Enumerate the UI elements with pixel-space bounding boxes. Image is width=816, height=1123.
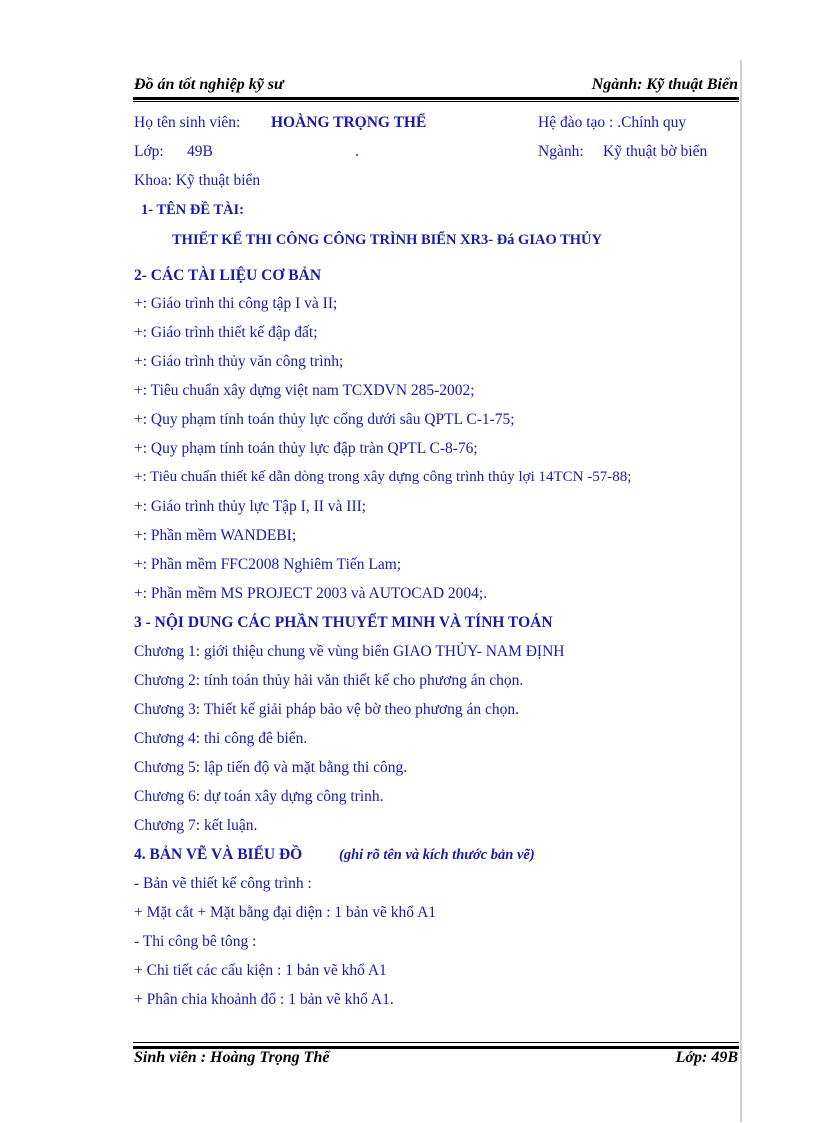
document-item: +: Phần mềm FFC2008 Nghiêm Tiến Lam; <box>134 556 402 573</box>
project-title: THIẾT KẾ THI CÔNG CÔNG TRÌNH BIỂN XR3- Đá GIAO THỦY <box>172 232 602 248</box>
header-rule <box>133 97 739 100</box>
document-item: +: Giáo trình thi công tập I và II; <box>134 295 338 312</box>
header-left: Đồ án tốt nghiệp kỹ sư <box>134 76 284 93</box>
footer-rule-thin <box>133 1042 739 1043</box>
document-item: +: Quy phạm tính toán thủy lực cống dưới sâu QPTL C-1-75; <box>134 411 515 428</box>
footer-right: Lớp: 49B <box>675 1049 738 1066</box>
document-item: +: Giáo trình thủy văn công trình; <box>134 353 344 370</box>
document-item: +: Phần mềm WANDEBI; <box>134 527 297 544</box>
section4-note: (ghi rõ tên và kích thước bản vẽ) <box>339 847 535 863</box>
document-item: +: Tiêu chuẩn xây dựng việt nam TCXDVN 285-2002; <box>134 382 475 399</box>
chapter-item: Chương 1: giới thiệu chung về vùng biển GIAO THỦY- NAM ĐỊNH <box>134 643 565 660</box>
header-right: Ngành: Kỹ thuật Biển <box>591 76 738 93</box>
chapter-item: Chương 7: kết luận. <box>134 817 258 834</box>
document-item: +: Giáo trình thiết kế đập đất; <box>134 324 318 341</box>
drawing-item: + Phân chia khoảnh đổ : 1 bản vẽ khổ A1. <box>134 991 394 1008</box>
section4-heading: 4. BẢN VẼ VÀ BIỂU ĐỒ <box>134 846 303 863</box>
section3-heading: 3 - NỘI DUNG CÁC PHẦN THUYẾT MINH VÀ TÍNH TOÁN <box>134 614 553 631</box>
drawing-item: - Thi công bê tông : <box>134 933 257 950</box>
section2-heading: 2- CÁC TÀI LIỆU CƠ BẢN <box>134 267 322 284</box>
page-shadow <box>740 60 742 1122</box>
training-system: Hệ đào tạo : .Chính quy <box>538 114 687 131</box>
name-label: Họ tên sinh viên: <box>134 114 241 131</box>
major-label: Ngành: <box>538 143 584 160</box>
drawing-item: + Chi tiết các cấu kiện : 1 bản vẽ khổ A1 <box>134 962 387 979</box>
chapter-item: Chương 4: thi công đê biển. <box>134 730 308 747</box>
chapter-item: Chương 3: Thiết kế giải pháp bảo vệ bờ theo phương án chọn. <box>134 701 520 718</box>
header-rule-thin <box>133 101 739 102</box>
document-item: +: Quy phạm tính toán thủy lực đập tràn QPTL C-8-76; <box>134 440 478 457</box>
class-label: Lớp: <box>134 143 164 160</box>
chapter-item: Chương 5: lập tiến độ và mặt bằng thi công. <box>134 759 408 776</box>
class-dot: . <box>355 143 359 160</box>
document-item: +: Giáo trình thủy lực Tập I, II và III; <box>134 498 367 515</box>
chapter-item: Chương 6: dự toán xây dựng công trình. <box>134 788 384 805</box>
name-value: HOÀNG TRỌNG THỂ <box>271 114 427 131</box>
major-value: Kỹ thuật bờ biển <box>603 143 708 160</box>
section1-heading: 1- TÊN ĐỀ TÀI: <box>141 202 245 218</box>
faculty: Khoa: Kỹ thuật biển <box>134 172 261 189</box>
document-item: +: Phần mềm MS PROJECT 2003 và AUTOCAD 2004;. <box>134 585 488 602</box>
drawing-item: - Bản vẽ thiết kế công trình : <box>134 875 312 892</box>
class-value: 49B <box>187 143 213 160</box>
document-item: +: Tiêu chuẩn thiết kế dẫn dòng trong xây dựng công trình thủy lợi 14TCN -57-88; <box>134 469 632 485</box>
drawing-item: + Mặt cắt + Mặt bằng đại diện : 1 bản vẽ khổ A1 <box>134 904 437 921</box>
chapter-item: Chương 2: tính toán thủy hải văn thiết kế cho phương án chọn. <box>134 672 524 689</box>
footer-left: Sinh viên : Hoàng Trọng Thể <box>134 1049 330 1066</box>
